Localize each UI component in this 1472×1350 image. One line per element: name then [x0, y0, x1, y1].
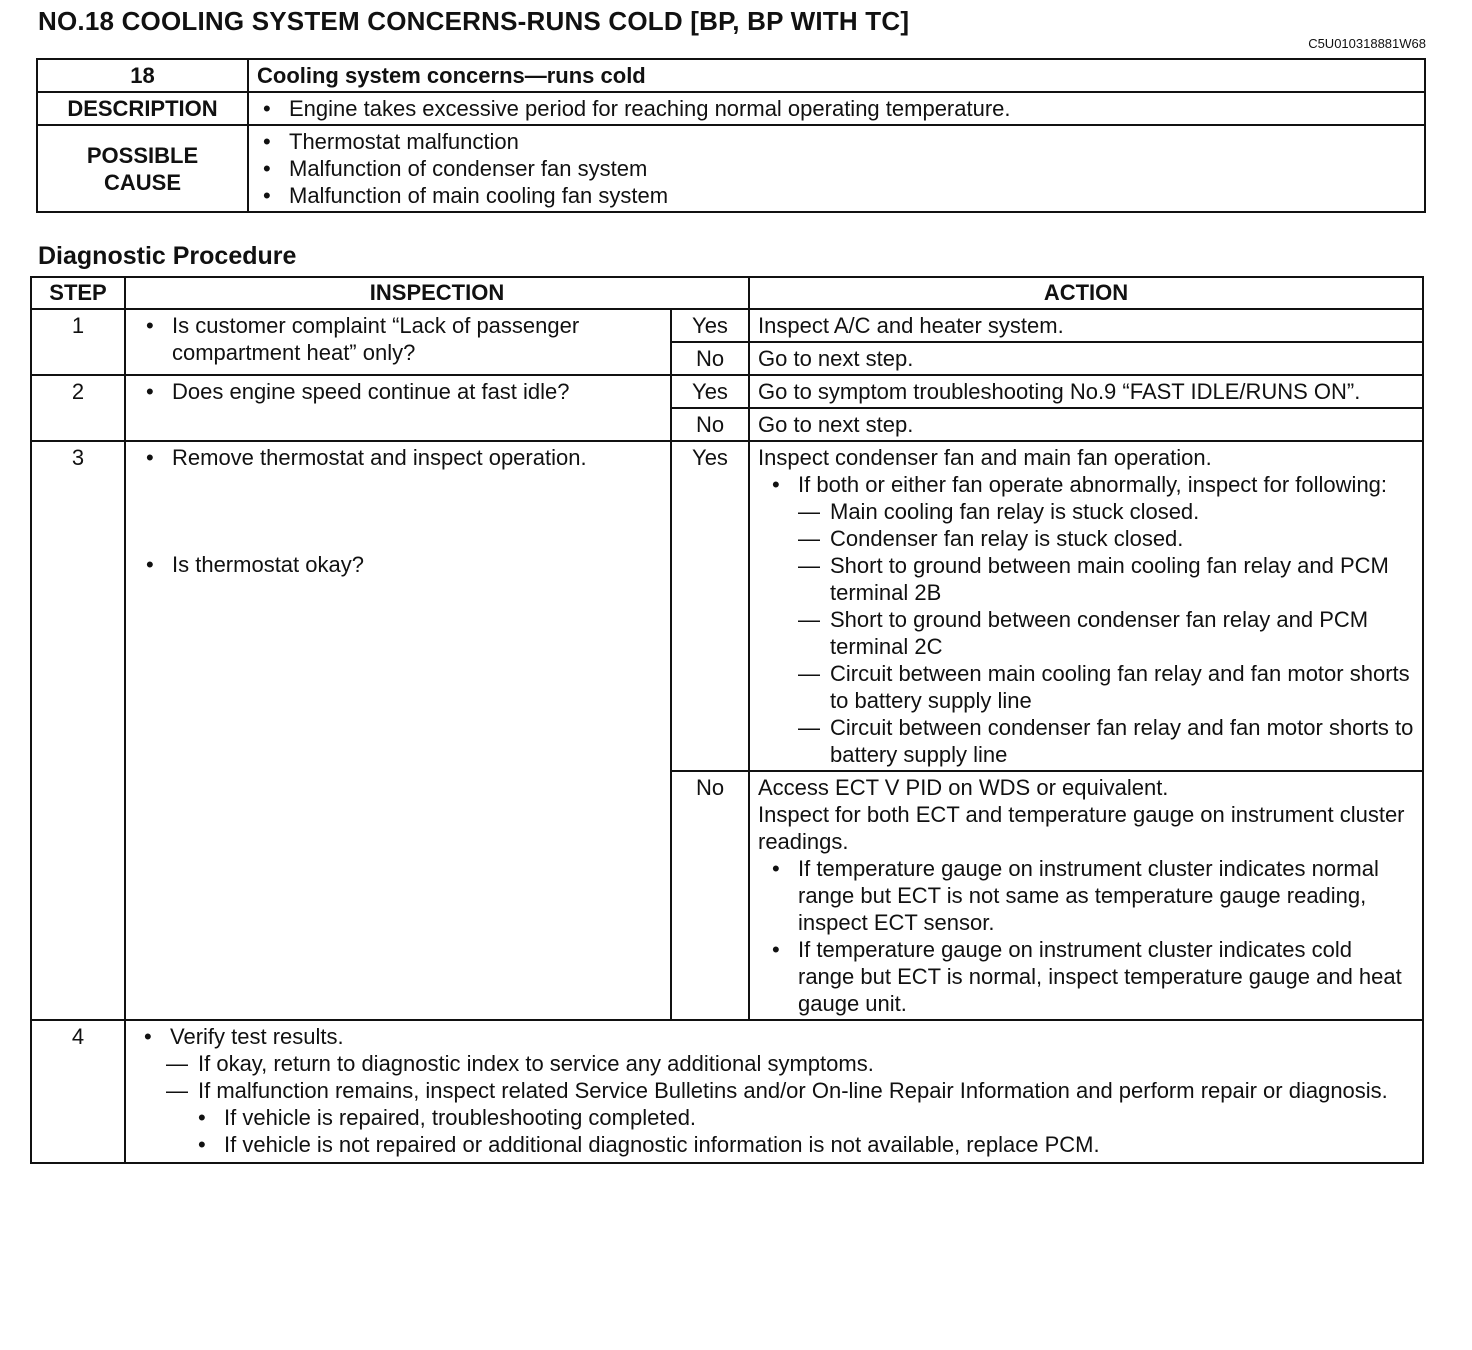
action-cell: Go to next step. [749, 408, 1423, 441]
section-title: Diagnostic Procedure [38, 242, 297, 270]
action-cell: Inspect A/C and heater system. [749, 309, 1423, 342]
verify-bullet: • Verify test results. [138, 1023, 1414, 1050]
action-bullet: • If temperature gauge on instrument cluster indicates cold range but ECT is normal, inspect temperature gauge and heat gauge unit. [766, 936, 1414, 1017]
action-subitem: — Circuit between condenser fan relay and fan motor shorts to battery supply line [798, 714, 1414, 768]
action-subitem: — Short to ground between condenser fan relay and PCM terminal 2C [798, 606, 1414, 660]
action-cell: Go to next step. [749, 342, 1423, 375]
action-subitem: — Main cooling fan relay is stuck closed. [798, 498, 1414, 525]
step-number: 1 [31, 309, 125, 375]
table-row [37, 125, 1425, 212]
action-cell [749, 771, 1423, 1020]
action-cell: Go to symptom troubleshooting No.9 “FAST IDLE/RUNS ON”. [749, 375, 1423, 408]
table-row [37, 92, 1425, 125]
inspection-cell [125, 441, 671, 1020]
table-row [31, 1020, 1423, 1163]
action-subitem: — Circuit between main cooling fan relay and fan motor shorts to battery supply line [798, 660, 1414, 714]
no-label: No [671, 408, 749, 441]
header-step: STEP [31, 277, 125, 309]
inspection-item: • Remove thermostat and inspect operation. [140, 444, 662, 471]
step-number: 2 [31, 375, 125, 441]
header-action: ACTION [749, 277, 1423, 309]
inspection-cell [125, 375, 671, 441]
description-item: • Engine takes excessive period for reaching normal operating temperature. [257, 95, 1416, 122]
yes-label: Yes [671, 375, 749, 408]
cause-item: • Malfunction of condenser fan system [257, 155, 1416, 182]
symptom-summary-table [36, 58, 1426, 213]
action-subitem: — Condenser fan relay is stuck closed. [798, 525, 1414, 552]
symptom-name: Cooling system concerns—runs cold [248, 59, 1425, 92]
verify-subitem: — If okay, return to diagnostic index to service any additional symptoms. [166, 1050, 1414, 1077]
diagnostic-procedure-table [30, 276, 1424, 1164]
document-code: C5U010318881W68 [1308, 36, 1426, 51]
cause-label-line: POSSIBLE [86, 142, 199, 168]
cause-label-line: CAUSE [103, 169, 181, 195]
table-row [31, 441, 1423, 771]
symptom-number: 18 [37, 59, 248, 92]
action-subitem: — Short to ground between main cooling fan relay and PCM terminal 2B [798, 552, 1414, 606]
page-title: NO.18 COOLING SYSTEM CONCERNS-RUNS COLD [BP, BP WITH TC] [38, 6, 910, 36]
inspection-item: • Does engine speed continue at fast idle? [140, 378, 662, 405]
yes-label: Yes [671, 309, 749, 342]
action-line: Inspect for both ECT and temperature gauge on instrument cluster readings. [758, 802, 1405, 854]
no-label: No [671, 771, 749, 1020]
possible-cause-label [37, 125, 248, 212]
table-row [37, 59, 1425, 92]
verify-cell [125, 1020, 1423, 1163]
yes-label: Yes [671, 441, 749, 771]
action-cell [749, 441, 1423, 771]
step-number: 4 [31, 1020, 125, 1163]
action-bullet: • If both or either fan operate abnormally, inspect for following: [766, 471, 1414, 498]
table-row [31, 375, 1423, 408]
verify-result-item: • If vehicle is not repaired or additional diagnostic information is not available, replace PCM. [192, 1131, 1414, 1158]
no-label: No [671, 342, 749, 375]
step-number: 3 [31, 441, 125, 1020]
description-label: DESCRIPTION [37, 92, 248, 125]
cause-item: • Malfunction of main cooling fan system [257, 182, 1416, 209]
table-row [31, 309, 1423, 342]
table-header-row [31, 277, 1423, 309]
header-inspection: INSPECTION [125, 277, 749, 309]
verify-subitem: — If malfunction remains, inspect related Service Bulletins and/or On-line Repair Information and perform repair or diagnosis. [166, 1077, 1414, 1104]
possible-cause-cell [248, 125, 1425, 212]
cause-item: • Thermostat malfunction [257, 128, 1416, 155]
verify-result-item: • If vehicle is repaired, troubleshooting completed. [192, 1104, 1414, 1131]
action-bullet: • If temperature gauge on instrument cluster indicates normal range but ECT is not same as temperature gauge reading, inspect ECT sensor. [766, 855, 1414, 936]
spacer [140, 471, 662, 551]
action-line: Inspect condenser fan and main fan operation. [758, 445, 1212, 470]
action-line: Access ECT V PID on WDS or equivalent. [758, 775, 1169, 800]
inspection-cell [125, 309, 671, 375]
inspection-item: • Is customer complaint “Lack of passenger compartment heat” only? [140, 312, 662, 366]
inspection-item: • Is thermostat okay? [140, 551, 662, 578]
description-cell [248, 92, 1425, 125]
